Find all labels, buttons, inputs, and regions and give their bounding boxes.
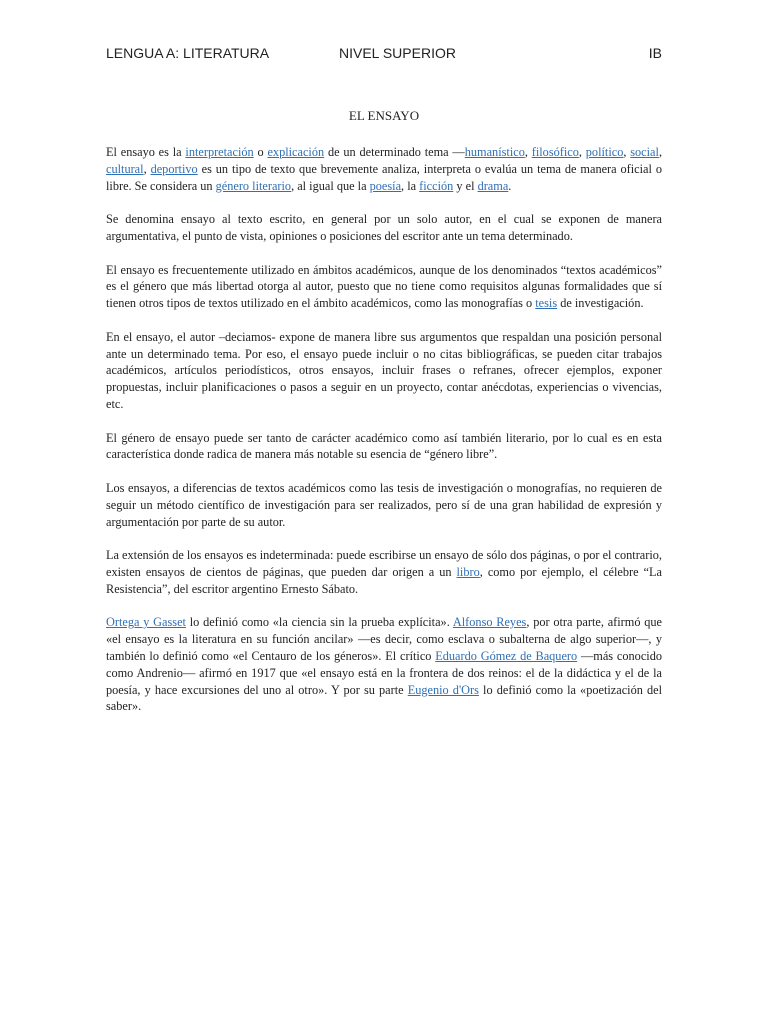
text-run: lo definió como «la ciencia sin la prueba explícita». [185,615,453,630]
text-run: La extensión de los ensayos es indeterminada: puede escribirse un ensayo de sólo dos páginas, o por el contrario, existen ensayos de cientos de páginas, que pueden dar origen a un [106,548,662,579]
header-course: LENGUA A: LITERATURA [106,45,270,61]
document-title: EL ENSAYO [348,108,420,123]
header-program: IB [648,45,662,61]
text-run: es un tipo de texto que brevemente analiza, interpreta o evalúa un tema de manera oficial o libre. Se considera un [106,161,662,193]
link-politico[interactable]: político [585,145,624,159]
text-run: El ensayo es frecuentemente utilizado en ámbitos académicos, aunque de los denominados “textos académicos” es el género que más libertad otorga al autor, puesto que no tiene como requisitos algunas formalidades que sí tienen otros tipos de textos utilizado en el ámbito académicos, como las monografías o [106,262,662,311]
text-run: , como por ejemplo, el célebre “La Resistencia”, del escritor argentino Ernesto Sábato. [106,564,662,596]
text-run: , [623,145,631,159]
text-run: , la [401,178,420,193]
paragraph-7 [106,547,662,597]
link-interpretacion[interactable]: interpretación [185,145,254,159]
link-cultural[interactable]: cultural [106,161,144,176]
header-level: NIVEL SUPERIOR [339,45,456,61]
text-run: , [143,161,151,176]
document-body [106,144,662,732]
text-run: de un determinado tema — [324,145,465,159]
link-drama[interactable]: drama [477,178,509,193]
paragraph-5: El género de ensayo puede ser tanto de carácter académico como así también literario, por lo cual es en esta característica donde radica de manera más notable su esencia de “género libre”. [106,430,662,462]
link-filosofico[interactable]: filosófico [531,145,579,159]
text-run: —más conocido como Andrenio— afirmó en 1917 que «el ensayo está en la frontera de dos reinos: el de la didáctica y el de la poesía, y hace excursiones del uno al otro». Y por su parte [106,648,662,697]
text-run: de investigación. [557,296,644,311]
link-eduardo-gomez-de-baquero[interactable]: Eduardo Gómez de Baquero [435,648,578,663]
link-explicacion[interactable]: explicación [267,145,325,159]
paragraph-4: En el ensayo, el autor –deciamos- expone de manera libre sus argumentos que respaldan una posición personal ante un determinado tema. Por eso, el ensayo puede incluir o no citas bibliográficas, se pueden citar trabajos académicos, artículos periodísticos, otros ensayos, incluir frases o refranes, ofrecer ejemplos, exponer propuestas, incluir planificaciones o pasos a seguir en un proyecto, contar anécdotas, experiencias o vivencias, etc. [106,329,662,411]
link-ortega-y-gasset[interactable]: Ortega y Gasset [106,615,186,630]
link-genero-literario[interactable]: género literario [215,178,292,193]
link-tesis[interactable]: tesis [535,296,558,311]
text-run: , [658,145,663,159]
paragraph-3 [106,262,662,312]
paragraph-8 [106,614,662,715]
link-deportivo[interactable]: deportivo [150,161,198,176]
text-run: . [508,178,512,193]
text-run: lo definió como la «poetización del saber». [106,682,663,714]
text-run: , [524,145,532,159]
paragraph-1 [106,144,662,194]
paragraph-2: Se denomina ensayo al texto escrito, en general por un solo autor, en el cual se exponen de manera argumentativa, el punto de vista, opiniones o posiciones del escritor ante un tema determinado. [106,212,662,243]
text-run: El ensayo es la [106,145,186,159]
text-run: , por otra parte, afirmó que «el ensayo es la literatura en su función ancilar» —es decir, como esclava o subalterna de algo superior—, y también lo definió como «el Centauro de los géneros». El crítico [106,615,663,663]
paragraph-6: Los ensayos, a diferencias de textos académicos como las tesis de investigación o monografías, no requieren de seguir un método científico de investigación para ser realizados, pero sí de una gran habilidad de expresión y argumentación por parte de su autor. [106,480,662,529]
link-ficcion[interactable]: ficción [419,178,454,193]
text-run: o [253,145,268,159]
link-humanistico[interactable]: humanístico [464,145,525,159]
link-social[interactable]: social [630,145,659,159]
text-run: y el [453,178,478,193]
link-eugenio-dors[interactable]: Eugenio d'Ors [407,682,479,697]
link-poesia[interactable]: poesía [369,178,402,193]
link-alfonso-reyes[interactable]: Alfonso Reyes [452,615,527,630]
text-run: , [578,145,586,159]
page-header [106,45,662,63]
text-run: , al igual que la [291,178,370,193]
link-libro[interactable]: libro [456,564,480,579]
